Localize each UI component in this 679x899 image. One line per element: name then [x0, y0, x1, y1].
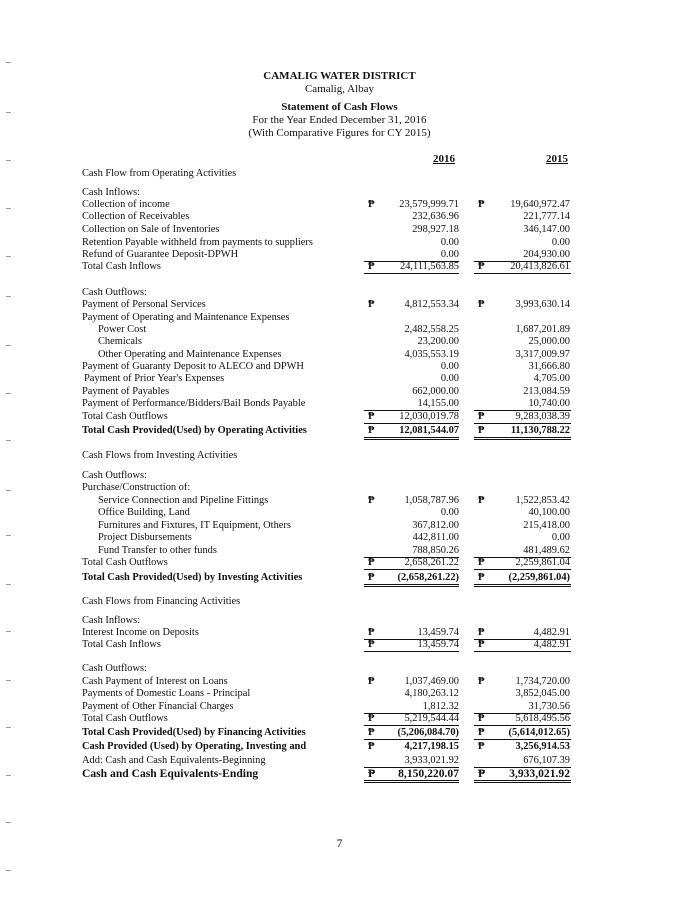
amount-2016: 367,812.00 — [412, 520, 459, 531]
row-label: Interest Income on Deposits — [82, 627, 199, 638]
amount-underline — [364, 651, 459, 652]
peso-sign: ₱ — [368, 741, 375, 752]
amount-2015: 31,730.56 — [528, 701, 570, 712]
amount-2016: 8,150,220.07 — [398, 767, 459, 780]
statement-row — [0, 754, 679, 767]
peso-sign: ₱ — [368, 767, 376, 780]
amount-2016: 13,459.74 — [417, 639, 459, 650]
peso-sign: ₱ — [478, 676, 485, 687]
amount-2015: 213,084.59 — [523, 386, 570, 397]
row-label: Power Cost — [98, 324, 147, 335]
peso-sign: ₱ — [368, 199, 375, 210]
statement-row — [0, 481, 679, 494]
amount-2016: 13,459.74 — [417, 627, 459, 638]
amount-2015: 0.00 — [551, 532, 570, 543]
row-label: Cash Outflows: — [82, 470, 147, 481]
peso-sign: ₱ — [368, 261, 375, 272]
statement-row — [0, 260, 679, 273]
row-label: Office Building, Land — [98, 507, 190, 518]
row-label: Cash Outflows: — [82, 663, 147, 674]
peso-sign: ₱ — [478, 411, 485, 422]
amount-underline — [474, 273, 571, 274]
row-label: Cash Provided (Used) by Operating, Investing and — [82, 741, 307, 752]
statement-row — [0, 556, 679, 569]
row-label: Total Cash Outflows — [82, 411, 168, 422]
column-header-2016: 2016 — [433, 153, 455, 165]
peso-sign: ₱ — [478, 425, 485, 436]
margin-tick — [6, 160, 11, 161]
peso-sign: ₱ — [478, 727, 485, 738]
statement-row — [0, 571, 679, 584]
amount-2016: 298,927.18 — [412, 224, 459, 235]
amount-2016: 12,030,019.78 — [399, 411, 459, 422]
amount-2016: 0.00 — [440, 249, 459, 260]
row-label: Collection of income — [82, 199, 170, 210]
row-label: Collection of Receivables — [82, 211, 190, 222]
amount-2016: 12,081,544.07 — [399, 425, 459, 436]
amount-2015: 31,666.80 — [528, 361, 570, 372]
amount-2016: 232,636.96 — [412, 211, 459, 222]
row-label: Retention Payable withheld from payments to suppliers — [82, 237, 313, 248]
statement-title: Statement of Cash Flows — [281, 101, 398, 113]
row-label: Total Cash Outflows — [82, 713, 168, 724]
amount-2015: 4,705.00 — [533, 373, 570, 384]
column-header-2015: 2015 — [546, 153, 568, 165]
row-label: Refund of Guarantee Deposit-DPWH — [82, 249, 239, 260]
row-label: Total Cash Provided(Used) by Financing Activities — [82, 727, 306, 738]
row-label: Payment of Payables — [82, 386, 170, 397]
amount-2016: 3,933,021.92 — [404, 755, 459, 766]
amount-2015: (5,614,012.65) — [508, 727, 570, 738]
peso-sign: ₱ — [478, 572, 485, 583]
row-label: Payment of Other Financial Charges — [82, 701, 234, 712]
peso-sign: ₱ — [368, 495, 375, 506]
amount-2016: 788,850.26 — [412, 545, 459, 556]
amount-2016: 24,111,563.85 — [400, 261, 459, 272]
margin-tick — [6, 440, 11, 441]
statement-row — [0, 740, 679, 753]
row-label: Payment of Performance/Bidders/Bail Bonds Payable — [82, 398, 306, 409]
amount-2016: 0.00 — [440, 507, 459, 518]
amount-2016: 4,812,553.34 — [404, 299, 459, 310]
row-label: Payment of Operating and Maintenance Expenses — [82, 312, 290, 323]
amount-2016: 0.00 — [440, 237, 459, 248]
amount-2016: 2,658,261.22 — [404, 557, 459, 568]
amount-2015: 0.00 — [551, 237, 570, 248]
row-label: Collection on Sale of Inventories — [82, 224, 220, 235]
peso-sign: ₱ — [368, 299, 375, 310]
row-label: Cash Flows from Investing Activities — [82, 450, 238, 461]
amount-2015: 2,259,861.04 — [515, 557, 570, 568]
margin-tick — [6, 584, 11, 585]
amount-underline — [364, 273, 459, 274]
section-heading — [0, 595, 679, 608]
row-label: Furnitures and Fixtures, IT Equipment, Others — [98, 520, 291, 531]
organization-location: Camalig, Albay — [304, 83, 375, 95]
row-label: Cash Payment of Interest on Loans — [82, 676, 228, 687]
statement-period: For the Year Ended December 31, 2016 — [252, 114, 427, 126]
amount-2016: 442,811.00 — [412, 532, 459, 543]
peso-sign: ₱ — [478, 627, 485, 638]
amount-underline — [474, 782, 571, 783]
peso-sign: ₱ — [368, 676, 375, 687]
amount-2016: 4,035,553.19 — [404, 349, 459, 360]
comparative-note: (With Comparative Figures for CY 2015) — [248, 127, 431, 139]
peso-sign: ₱ — [478, 557, 485, 568]
amount-2015: 4,482.91 — [533, 639, 570, 650]
statement-row — [0, 335, 679, 348]
amount-2015: 346,147.00 — [523, 224, 570, 235]
amount-2015: 1,687,201.89 — [515, 324, 570, 335]
margin-tick — [6, 822, 11, 823]
amount-2016: 14,155.00 — [417, 398, 459, 409]
amount-underline — [474, 651, 571, 652]
statement-row — [0, 506, 679, 519]
statement-row — [0, 662, 679, 675]
row-label: Total Cash Provided(Used) by Operating Activities — [82, 425, 307, 436]
row-label: Cash Flow from Operating Activities — [82, 168, 237, 179]
amount-2016: 4,217,198.15 — [404, 741, 459, 752]
amount-underline — [364, 586, 459, 587]
row-label: Total Cash Inflows — [82, 639, 161, 650]
amount-2016: 0.00 — [440, 361, 459, 372]
peso-sign: ₱ — [478, 741, 485, 752]
amount-2015: 9,283,038.39 — [515, 411, 570, 422]
amount-2015: 3,317,009.97 — [515, 349, 570, 360]
amount-underline — [364, 780, 459, 781]
amount-2015: 676,107.39 — [523, 755, 570, 766]
statement-row — [0, 726, 679, 739]
amount-2015: 1,522,853.42 — [515, 495, 570, 506]
amount-underline — [474, 780, 571, 781]
peso-sign: ₱ — [368, 727, 375, 738]
statement-row — [0, 223, 679, 236]
peso-sign: ₱ — [368, 411, 375, 422]
peso-sign: ₱ — [478, 713, 485, 724]
peso-sign: ₱ — [368, 557, 375, 568]
amount-underline — [474, 586, 571, 587]
section-heading — [0, 449, 679, 462]
statement-row — [0, 767, 679, 780]
organization-name: CAMALIG WATER DISTRICT — [263, 70, 416, 82]
statement-row — [0, 397, 679, 410]
row-label: Payments of Domestic Loans - Principal — [82, 688, 251, 699]
amount-2015: 20,413,826.61 — [510, 261, 570, 272]
statement-row — [0, 712, 679, 725]
statement-row — [0, 424, 679, 437]
amount-underline — [474, 439, 571, 440]
peso-sign: ₱ — [478, 639, 485, 650]
peso-sign: ₱ — [478, 261, 485, 272]
amount-underline — [474, 584, 571, 585]
row-label: Payment of Guaranty Deposit to ALECO and DPWH — [82, 361, 304, 372]
row-label: Other Operating and Maintenance Expenses — [98, 349, 282, 360]
amount-2015: 19,640,972.47 — [510, 199, 570, 210]
amount-underline — [364, 437, 459, 438]
amount-underline — [474, 569, 571, 570]
row-label: Total Cash Inflows — [82, 261, 161, 272]
peso-sign: ₱ — [368, 627, 375, 638]
amount-underline — [364, 569, 459, 570]
row-label: Payment of Prior Year's Expenses — [84, 373, 225, 384]
row-label: Cash Outflows: — [82, 287, 147, 298]
row-label: Cash Flows from Financing Activities — [82, 596, 241, 607]
row-label: Project Disbursements — [98, 532, 192, 543]
row-label: Chemicals — [98, 336, 142, 347]
amount-underline — [364, 584, 459, 585]
amount-2015: 221,777.14 — [523, 211, 570, 222]
amount-2015: 4,482.91 — [533, 627, 570, 638]
amount-2015: 3,852,045.00 — [515, 688, 570, 699]
row-label: Service Connection and Pipeline Fittings — [98, 495, 269, 506]
peso-sign: ₱ — [478, 299, 485, 310]
margin-tick — [6, 870, 11, 871]
amount-2015: 11,130,788.22 — [510, 425, 570, 436]
statement-row — [0, 687, 679, 700]
amount-underline — [474, 437, 571, 438]
amount-2016: 1,037,469.00 — [404, 676, 459, 687]
statement-row — [0, 531, 679, 544]
amount-2015: 40,100.00 — [528, 507, 570, 518]
amount-2016: 0.00 — [440, 373, 459, 384]
row-label: Add: Cash and Cash Equivalents-Beginning — [82, 755, 266, 766]
peso-sign: ₱ — [368, 713, 375, 724]
amount-2016: 1,058,787.96 — [404, 495, 459, 506]
amount-2016: 662,000.00 — [412, 386, 459, 397]
amount-2015: (2,259,861.04) — [508, 572, 570, 583]
amount-2015: 1,734,720.00 — [515, 676, 570, 687]
amount-2015: 204,930.00 — [523, 249, 570, 260]
peso-sign: ₱ — [368, 572, 375, 583]
peso-sign: ₱ — [368, 425, 375, 436]
amount-2016: (2,658,261.22) — [397, 572, 459, 583]
statement-row — [0, 638, 679, 651]
row-label: Total Cash Outflows — [82, 557, 168, 568]
amount-2016: 5,219,544.44 — [404, 713, 459, 724]
peso-sign: ₱ — [478, 495, 485, 506]
amount-2016: 23,200.00 — [417, 336, 459, 347]
amount-2015: 5,618,495.56 — [515, 713, 570, 724]
row-label: Payment of Personal Services — [82, 299, 206, 310]
amount-2016: 23,579,999.71 — [399, 199, 459, 210]
statement-row — [0, 298, 679, 311]
amount-2016: (5,206,084.70) — [397, 727, 459, 738]
amount-underline — [364, 439, 459, 440]
row-label: Cash Inflows: — [82, 615, 141, 626]
peso-sign: ₱ — [368, 639, 375, 650]
row-label: Total Cash Provided(Used) by Investing Activities — [82, 572, 303, 583]
statement-row — [0, 210, 679, 223]
amount-2016: 4,180,263.12 — [404, 688, 459, 699]
amount-2015: 3,993,630.14 — [515, 299, 570, 310]
row-label: Cash and Cash Equivalents-Ending — [82, 767, 259, 780]
row-label: Cash Inflows: — [82, 187, 141, 198]
row-label: Fund Transfer to other funds — [98, 545, 217, 556]
amount-2016: 1,812.32 — [422, 701, 459, 712]
row-label: Purchase/Construction of: — [82, 482, 191, 493]
margin-tick — [6, 62, 11, 63]
statement-row — [0, 372, 679, 385]
amount-2015: 10,740.00 — [528, 398, 570, 409]
peso-sign: ₱ — [478, 199, 485, 210]
amount-2016: 2,482,558.25 — [404, 324, 459, 335]
page-number: 7 — [336, 836, 343, 850]
amount-2015: 481,489.62 — [523, 545, 570, 556]
statement-row — [0, 410, 679, 423]
amount-2015: 25,000.00 — [528, 336, 570, 347]
amount-2015: 3,256,914.53 — [515, 741, 570, 752]
section-heading — [0, 167, 679, 180]
amount-underline — [364, 782, 459, 783]
amount-2015: 3,933,021.92 — [509, 767, 570, 780]
amount-2015: 215,418.00 — [523, 520, 570, 531]
peso-sign: ₱ — [478, 767, 486, 780]
